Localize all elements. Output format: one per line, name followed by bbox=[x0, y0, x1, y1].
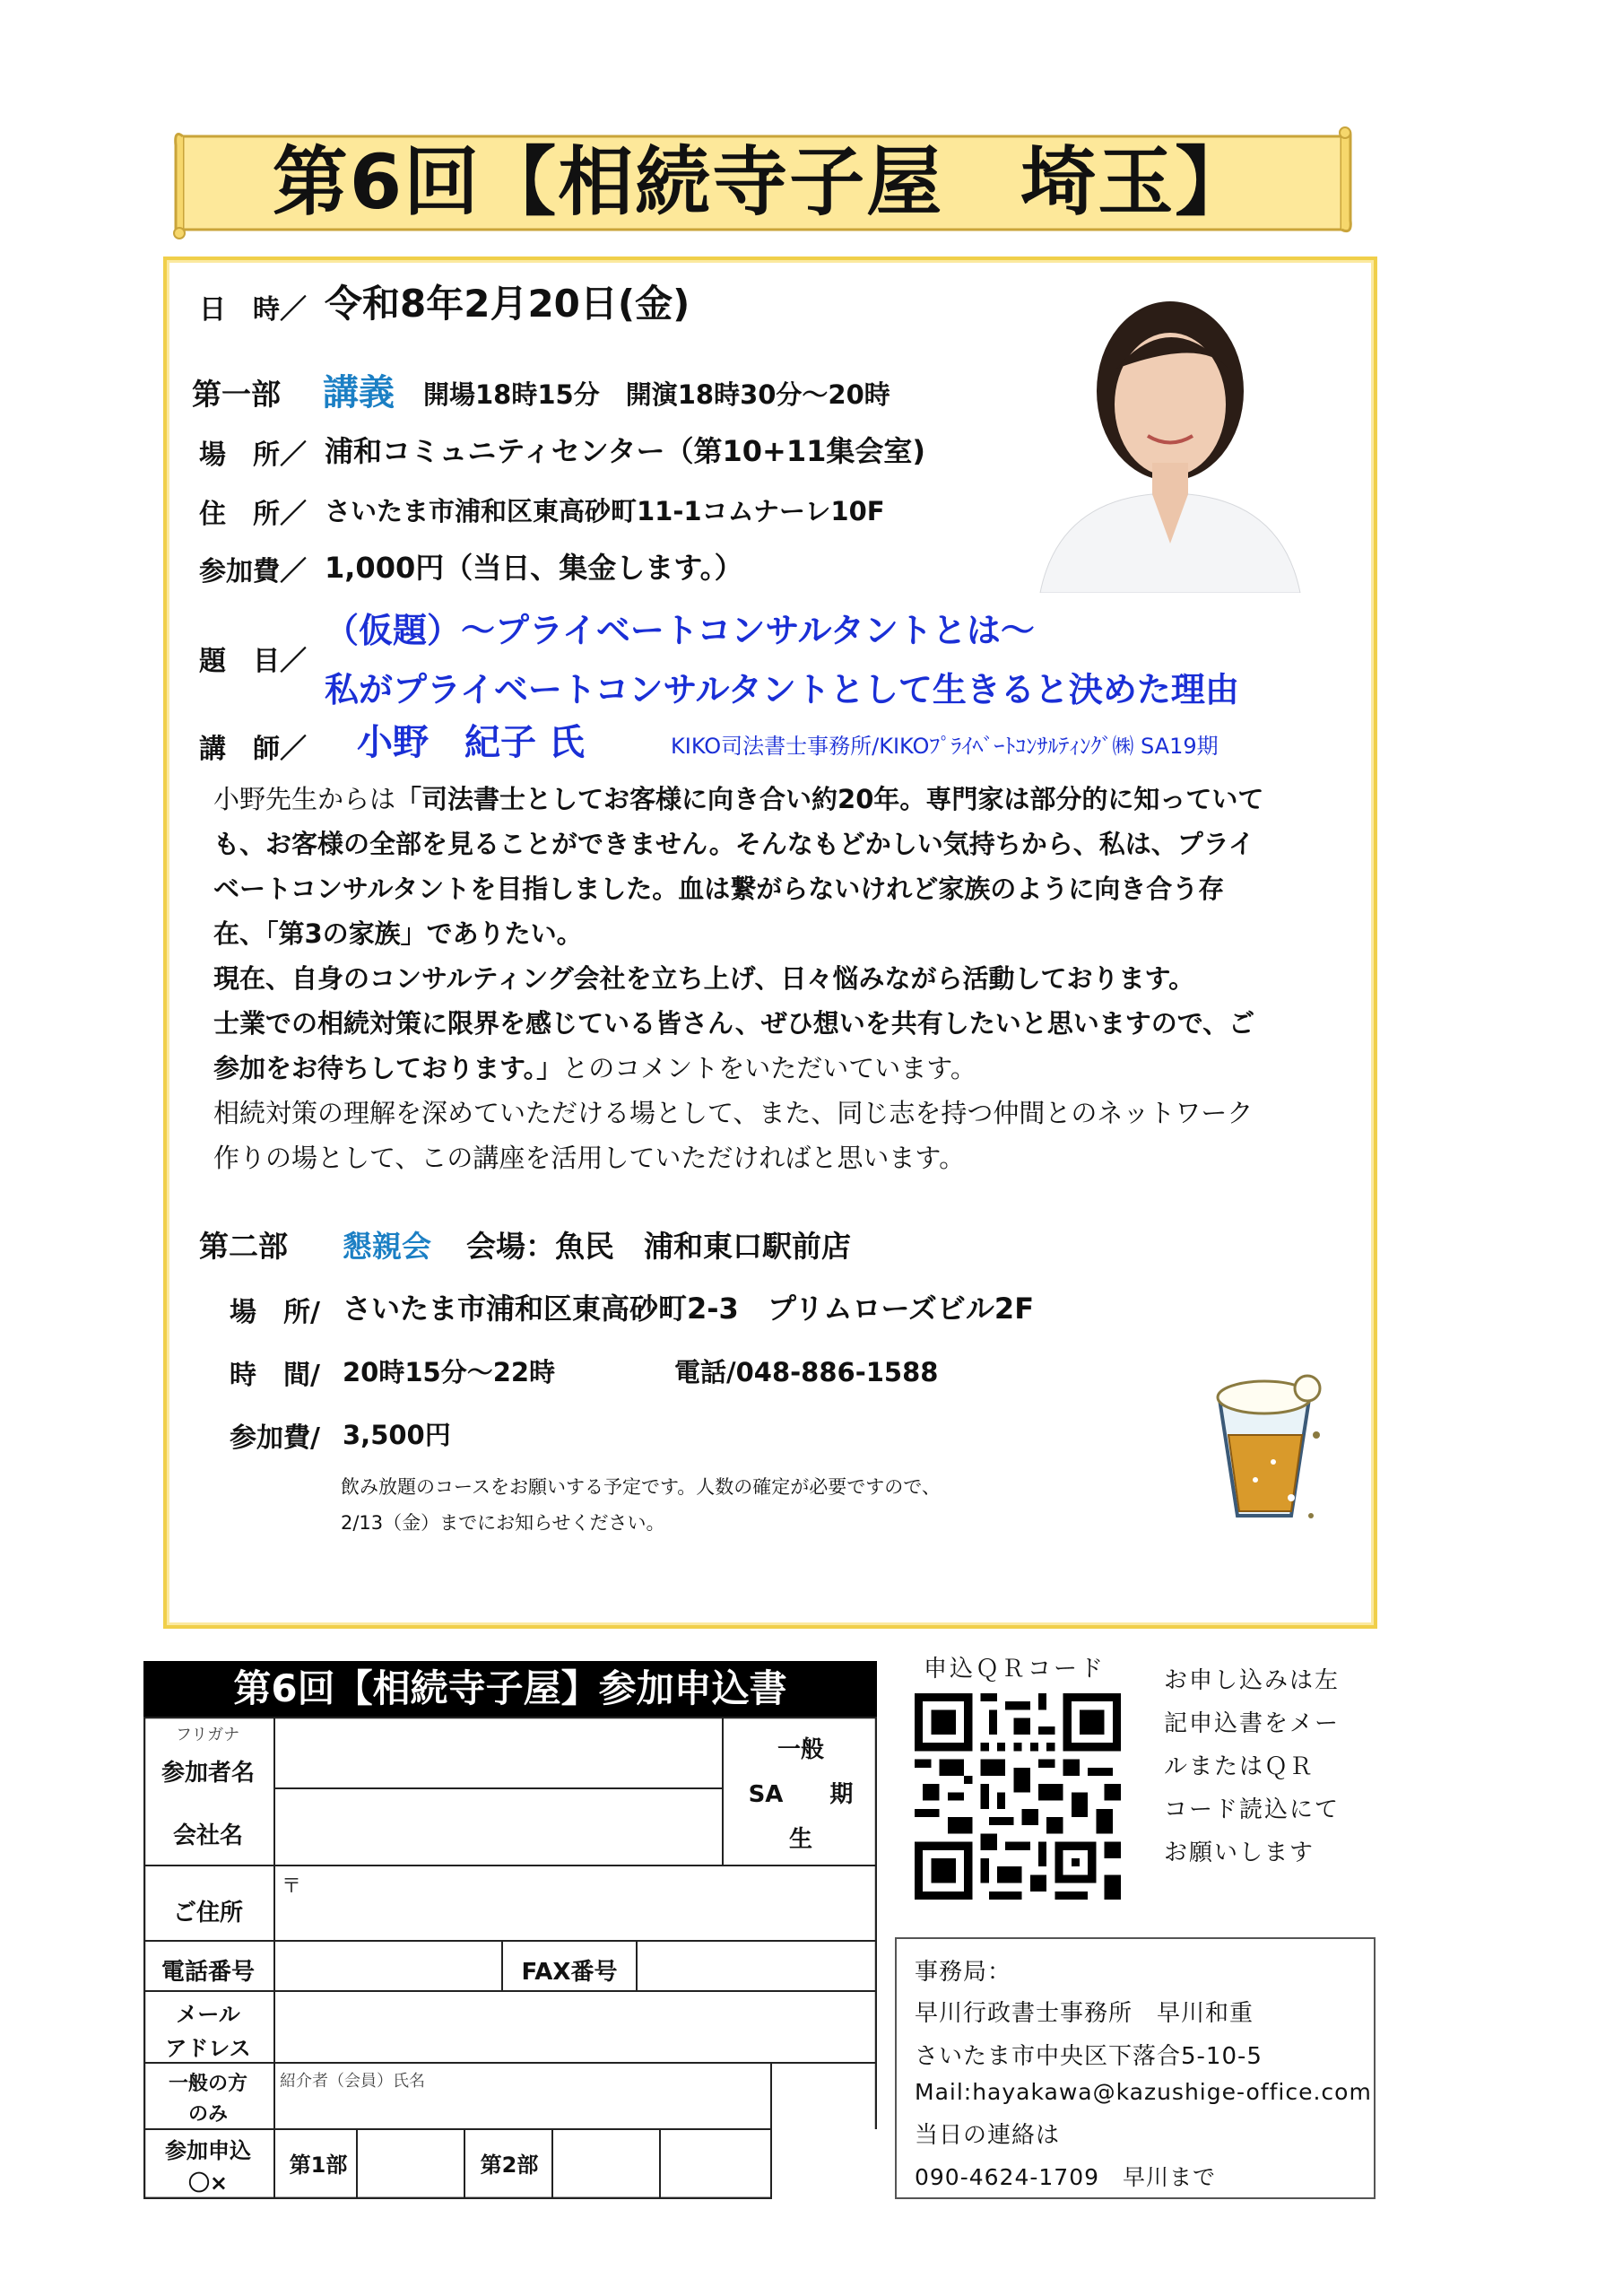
part2-place-label: 場 所/ bbox=[230, 1297, 320, 1328]
office-label: 事務局： bbox=[915, 1959, 1012, 1986]
fax-field[interactable] bbox=[638, 1943, 875, 1991]
part1-label: 第一部 bbox=[192, 377, 281, 412]
postal-mark: 〒 bbox=[282, 1875, 302, 1898]
part2-phone: 電話/048-886-1588 bbox=[674, 1357, 939, 1387]
address-value: さいたま市浦和区東高砂町11-1コムナーレ10F bbox=[325, 496, 885, 526]
part1-kind: 講義 bbox=[323, 372, 395, 413]
comment-line-1: 小野先生からは「司法書士としてお客様に向き合い約20年。専門家は部分的に知っていて bbox=[213, 784, 1264, 814]
qr-code[interactable] bbox=[915, 1693, 1121, 1900]
comment-line-2: も、お客様の全部を見ることができません。そんなもどかしい気持ちから、私は、プライ bbox=[213, 829, 1254, 859]
fee-label: 参加費／ bbox=[199, 556, 307, 587]
comment-line-7: 参加をお待ちしております。」とのコメントをいただいています。 bbox=[213, 1053, 976, 1083]
date-label: 日 時／ bbox=[199, 294, 307, 326]
comment-line-4: 在、「第3の家族」でありたい。 bbox=[213, 918, 583, 949]
fax-label: FAX番号 bbox=[521, 1959, 618, 1986]
participant-name-label: 参加者名 bbox=[161, 1760, 255, 1787]
sa-term-suffix: 生 bbox=[788, 1826, 812, 1853]
part2-venue: 会場：魚民 浦和東口駅前店 bbox=[466, 1229, 851, 1264]
office-address: さいたま市中央区下落合5-10-5 bbox=[915, 2043, 1263, 2070]
attend-part2-field[interactable] bbox=[554, 2131, 658, 2199]
beer-glass-icon bbox=[1202, 1363, 1327, 1525]
mail-label-1: メール bbox=[176, 2002, 240, 2027]
phone-field[interactable] bbox=[276, 1943, 500, 1991]
apply-note-line-1: お申し込みは左 bbox=[1164, 1667, 1341, 1694]
lecturer-name: 小野 紀子 氏 bbox=[357, 722, 585, 763]
office-email-link[interactable]: Mail:hayakawa@kazushige-office.com bbox=[915, 2079, 1372, 2105]
attend-label-1: 参加申込 bbox=[165, 2138, 251, 2163]
comment-line-3: ベートコンサルタントを目指しました。血は繋がらないけれど家族のように向き合う存 bbox=[213, 874, 1225, 904]
part2-place-value: さいたま市浦和区東高砂町2-3 プリムローズビル2F bbox=[343, 1292, 1035, 1326]
referrer-label: 紹介者（会員）氏名 bbox=[280, 2072, 425, 2091]
part1-time: 開場18時15分 開演18時30分～20時 bbox=[423, 379, 890, 410]
qr-label: 申込ＱＲコード bbox=[924, 1656, 1107, 1683]
apply-note-line-2: 記申込書をメー bbox=[1164, 1710, 1341, 1737]
mail-field[interactable] bbox=[276, 1993, 873, 2061]
company-field[interactable] bbox=[276, 1790, 721, 1866]
attend-part1-label: 第1部 bbox=[289, 2152, 348, 2178]
apply-note bbox=[1164, 1659, 1361, 1874]
comment-paragraph bbox=[213, 777, 1343, 1180]
general-option[interactable]: 一般 bbox=[777, 1736, 824, 1763]
mail-label-2: アドレス bbox=[165, 2036, 251, 2061]
general-only-label-2: のみ bbox=[187, 2103, 228, 2126]
comment-line-5: 現在、自身のコンサルティング会社を立ち上げ、日々悩みながら活動しております。 bbox=[213, 963, 1195, 994]
address-form-label: ご住所 bbox=[172, 1900, 243, 1926]
general-only-label-1: 一般の方 bbox=[168, 2073, 247, 2095]
attend-part2-label: 第2部 bbox=[480, 2152, 539, 2178]
part2-fee-value: 3,500円 bbox=[343, 1420, 451, 1450]
apply-note-line-5: お願いします bbox=[1164, 1839, 1315, 1866]
lecturer-label: 講 師／ bbox=[199, 734, 307, 765]
office-name: 早川行政書士事務所 早川和重 bbox=[915, 2000, 1254, 2027]
attend-part1-field[interactable] bbox=[359, 2131, 463, 2199]
topic-line2: 私がプライベートコンサルタントとして生きると決めた理由 bbox=[325, 670, 1239, 709]
topic-line1: （仮題）～プライベートコンサルタントとは～ bbox=[325, 611, 1035, 650]
referrer-field[interactable] bbox=[276, 2065, 769, 2129]
part2-time-label: 時 間/ bbox=[230, 1360, 320, 1391]
office-day-contact-label: 当日の連絡は bbox=[915, 2122, 1061, 2149]
office-phone: 090-4624-1709 早川まで bbox=[915, 2164, 1217, 2190]
venue-value: 浦和コミュニティセンター（第10+11集会室) bbox=[325, 434, 926, 468]
fee-value: 1,000円（当日、集金します。） bbox=[325, 551, 743, 585]
lecturer-affiliation: KIKO司法書士事務所/KIKOﾌﾟﾗｲﾍﾞｰﾄｺﾝｻﾙﾃｨﾝｸﾞ㈱ SA19期 bbox=[671, 734, 1219, 759]
apply-note-line-4: コード読込にて bbox=[1164, 1796, 1341, 1823]
furigana-label: フリガナ bbox=[176, 1726, 240, 1744]
comment-line-6: 士業での相続対策に限界を感じている皆さん、ぜひ想いを共有したいと思いますので、ご bbox=[213, 1008, 1255, 1039]
sa-term-option[interactable]: SA 期 bbox=[748, 1781, 854, 1808]
lecturer-photo bbox=[1022, 283, 1309, 593]
apply-note-line-3: ルまたはＱＲ bbox=[1164, 1753, 1315, 1780]
part2-fee-label: 参加費/ bbox=[230, 1422, 320, 1454]
venue-label: 場 所／ bbox=[199, 439, 307, 471]
part2-note-line1: 飲み放題のコースをお願いする予定です。人数の確定が必要ですので、 bbox=[341, 1476, 941, 1498]
part2-note-line2: 2/13（金）までにお知らせください。 bbox=[341, 1512, 665, 1534]
company-label: 会社名 bbox=[172, 1822, 243, 1849]
part2-kind: 懇親会 bbox=[343, 1229, 431, 1264]
address-label: 住 所／ bbox=[199, 499, 307, 530]
closing-line-2: 作りの場として、この講座を活用していただければと思います。 bbox=[213, 1143, 966, 1173]
part2-label: 第二部 bbox=[199, 1229, 288, 1264]
closing-line-1: 相続対策の理解を深めていただける場として、また、同じ志を持つ仲間とのネットワーク bbox=[213, 1098, 1254, 1128]
phone-label: 電話番号 bbox=[161, 1959, 255, 1986]
attend-label-2: 〇× bbox=[187, 2170, 229, 2196]
page-title: 第6回【相続寺子屋 埼玉】 bbox=[272, 138, 1253, 226]
part2-time-value: 20時15分～22時 bbox=[343, 1357, 556, 1387]
topic-label: 題 目／ bbox=[199, 646, 307, 677]
form-header: 第6回【相続寺子屋】参加申込書 bbox=[143, 1661, 877, 1717]
date-value: 令和8年2月20日(金) bbox=[325, 282, 690, 326]
address-field[interactable] bbox=[276, 1867, 873, 1941]
